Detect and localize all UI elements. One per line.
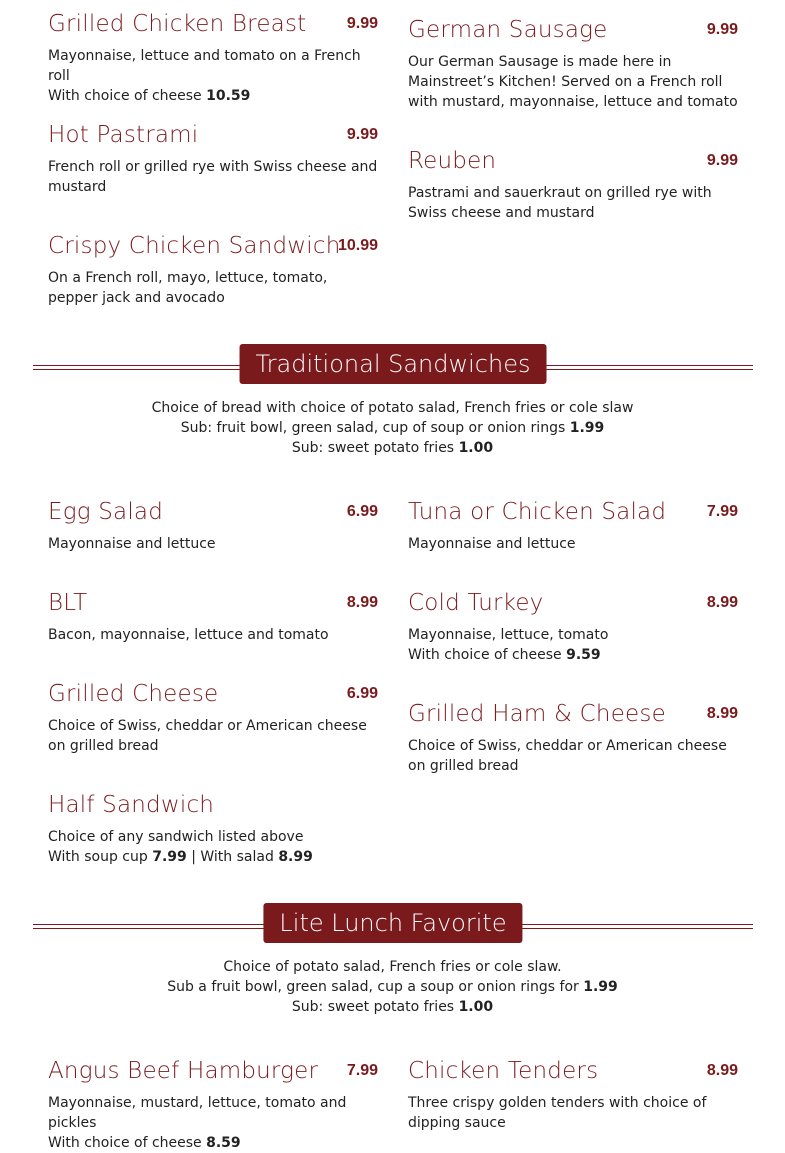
item-name: Chicken Tenders [408,1058,599,1084]
menu-item-tuna-or-chicken-salad [408,497,738,554]
item-description: Choice of any sandwich listed above With soup cup 7.99 | With salad 8.99 [48,829,313,865]
item-description: Bacon, mayonnaise, lettuce and tomato [48,627,329,643]
section-note-traditional: Choice of bread with choice of potato salad, French fries or cole slaw Sub: fruit bowl, green salad, cup of soup or onion rings 1.99 Sub: sweet potato fries 1.00 [151,400,634,456]
item-name: Tuna or Chicken Salad [408,499,667,525]
item-price: 9.99 [346,126,378,143]
menu-item-hot-pastrami [48,120,378,197]
item-description: Choice of Swiss, cheddar or American cheese on grilled bread [48,718,367,754]
item-description: Three crispy golden tenders with choice of dipping sauce [408,1095,707,1131]
item-name: Reuben [408,148,497,174]
item-price: 9.99 [706,21,738,38]
item-price: 8.99 [706,705,738,722]
menu-item-crispy-chicken-sandwich [48,231,378,308]
menu-item-cold-turkey [408,588,738,665]
item-price: 6.99 [346,503,378,520]
section-note-lite-lunch: Choice of potato salad, French fries or cole slaw. Sub a fruit bowl, green salad, cup a soup or onion rings for 1.99 Sub: sweet potato fries 1.00 [167,959,618,1015]
menu-item-grilled-chicken-breast [48,9,378,106]
item-name: Grilled Chicken Breast [48,11,307,37]
item-name: German Sausage [408,17,608,43]
menu-item-egg-salad [48,497,378,554]
item-description: Mayonnaise, lettuce, tomato With choice of cheese 9.59 [408,627,609,663]
item-description: Choice of Swiss, cheddar or American cheese on grilled bread [408,738,727,774]
item-name: BLT [48,590,88,616]
item-description: On a French roll, mayo, lettuce, tomato, pepper jack and avocado [48,270,328,306]
menu-item-grilled-cheese [48,679,378,756]
item-price: 9.99 [346,15,378,32]
menu-item-half-sandwich [48,790,378,867]
item-price: 7.99 [706,503,738,520]
item-description: French roll or grilled rye with Swiss cheese and mustard [48,159,378,195]
item-description: Our German Sausage is made here in Mainstreet’s Kitchen! Served on a French roll with mustard, mayonnaise, lettuce and tomato [408,54,738,110]
section-title: Traditional Sandwiches [240,344,547,384]
section-header-lite-lunch-favorite [33,903,753,943]
item-description: Mayonnaise, lettuce and tomato on a French roll With choice of cheese 10.59 [48,48,361,104]
item-name: Crispy Chicken Sandwich [48,233,341,259]
item-name: Grilled Ham & Cheese [408,701,666,727]
item-name: Hot Pastrami [48,122,199,148]
item-name: Grilled Cheese [48,681,219,707]
item-price: 7.99 [346,1062,378,1079]
item-description: Mayonnaise and lettuce [408,536,576,552]
menu-item-grilled-ham-and-cheese [408,699,738,776]
menu-item-german-sausage [408,15,738,112]
item-name: Half Sandwich [48,792,215,818]
item-name: Angus Beef Hamburger [48,1058,319,1084]
section-title: Lite Lunch Favorite [263,903,522,943]
item-price: 6.99 [346,685,378,702]
item-name: Egg Salad [48,499,164,525]
item-price: 8.99 [346,594,378,611]
menu-item-angus-beef-hamburger [48,1056,378,1153]
item-description: Pastrami and sauerkraut on grilled rye with Swiss cheese and mustard [408,185,712,221]
item-name: Cold Turkey [408,590,544,616]
item-description: Mayonnaise, mustard, lettuce, tomato and pickles With choice of cheese 8.59 [48,1095,347,1151]
item-price: 8.99 [706,594,738,611]
item-price: 8.99 [706,1062,738,1079]
item-description: Mayonnaise and lettuce [48,536,216,552]
section-header-traditional-sandwiches [33,344,753,384]
item-price: 10.99 [337,237,378,254]
menu-item-chicken-tenders [408,1056,738,1133]
menu-item-blt [48,588,378,645]
item-price: 9.99 [706,152,738,169]
menu-item-reuben [408,146,738,223]
